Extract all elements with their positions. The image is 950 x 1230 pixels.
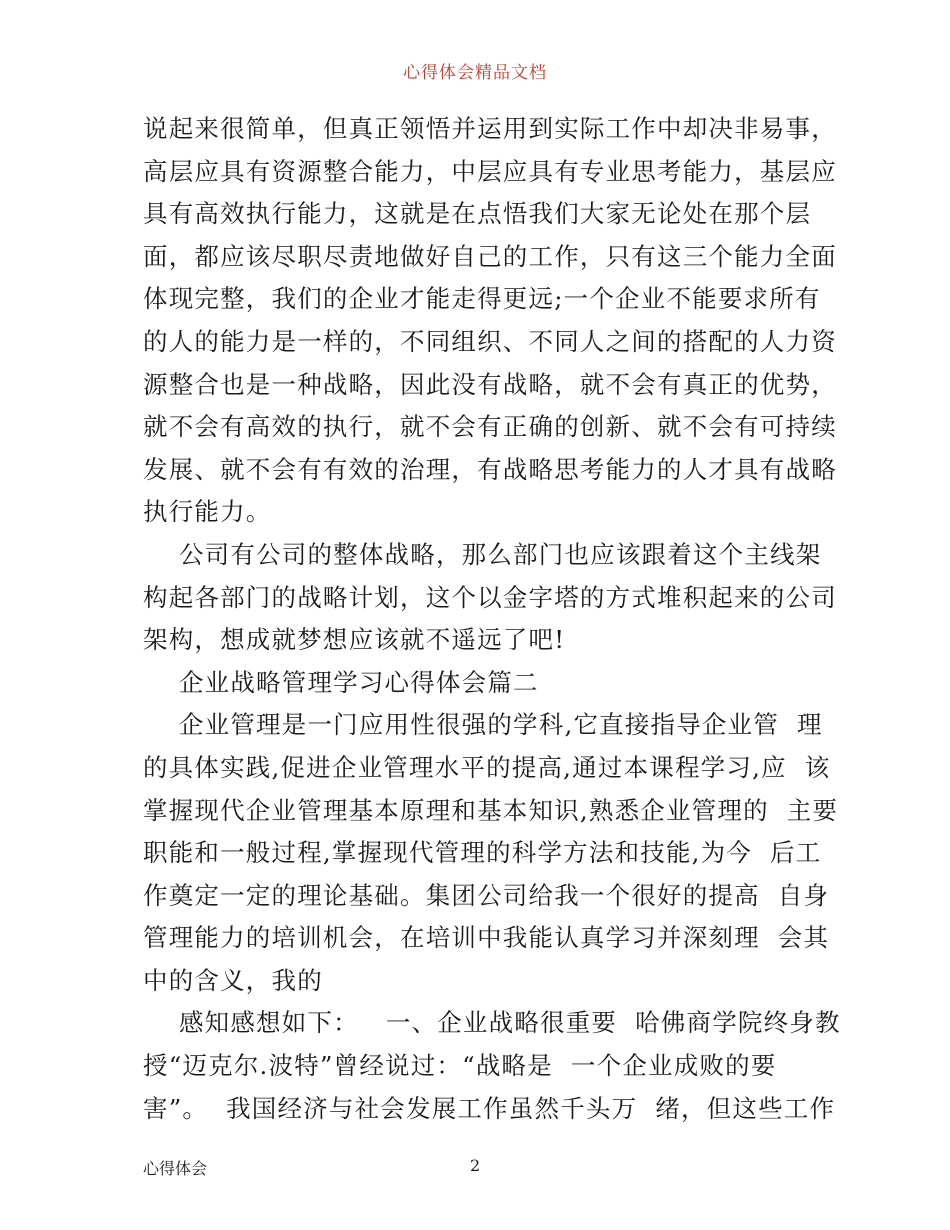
- text-line: 构起各部门的战略计划，这个以金字塔的方式堆积起来的公司: [143, 582, 837, 612]
- text-line: 企业管理是一门应用性很强的学科,它直接指导企业管 理: [143, 710, 823, 740]
- text-line: 源整合也是一种战略，因此没有战略，就不会有真正的优势，: [143, 369, 837, 399]
- text-line: 执行能力。: [143, 497, 272, 527]
- text-line: 授“迈克尔.波特”曾经说过：“战略是 一个企业成败的要: [143, 1051, 777, 1081]
- text-line: 的具体实践,促进企业管理水平的提高,通过本课程学习,应 该: [143, 752, 831, 782]
- text-line: 的人的能力是一样的，不同组织、不同人之间的搭配的人力资: [143, 326, 837, 356]
- text-line: 架构，想成就梦想应该就不遥远了吧!: [143, 625, 566, 655]
- text-line: 体现完整，我们的企业才能走得更远;一个企业不能要求所有: [143, 284, 821, 314]
- text-line: 公司有公司的整体战略，那么部门也应该跟着这个主线架: [143, 539, 822, 569]
- text-line: 管理能力的培训机会，在培训中我能认真学习并深刻理 会其: [143, 923, 830, 953]
- text-line: 中的含义，我的: [143, 965, 323, 995]
- text-line: 高层应具有资源整合能力，中层应具有专业思考能力，基层应: [143, 156, 837, 186]
- text-line: 害”。 我国经济与社会发展工作虽然千头万 绪，但这些工作: [143, 1093, 836, 1123]
- text-line: 具有高效执行能力，这就是在点悟我们大家无论处在那个层: [143, 199, 812, 229]
- text-line: 掌握现代企业管理基本原理和基本知识,熟悉企业管理的 主要: [143, 795, 839, 825]
- page-header-title: 心得体会精品文档: [403, 63, 547, 83]
- text-line: 作奠定一定的理论基础。集团公司给我一个很好的提高 自身: [143, 880, 830, 910]
- section-heading: 企业战略管理学习心得体会篇二: [143, 667, 539, 697]
- text-line: 职能和一般过程,掌握现代管理的科学方法和技能,为今 后工: [143, 838, 822, 868]
- document-body: [143, 108, 841, 1130]
- text-line: 发展、就不会有有效的治理，有战略思考能力的人才具有战略: [143, 454, 837, 484]
- text-line: 感知感想如下： 一、企业战略很重要 哈佛商学院终身教: [143, 1008, 841, 1038]
- text-line: 说起来很简单，但真正领悟并运用到实际工作中却决非易事，: [143, 114, 837, 143]
- footer-label: 心得体会: [143, 1159, 208, 1178]
- text-line: 面，都应该尽职尽责地做好自己的工作，只有这三个能力全面: [143, 241, 837, 271]
- text-line: 就不会有高效的执行，就不会有正确的创新、就不会有可持续: [143, 412, 837, 442]
- page-number: 2: [470, 1156, 481, 1175]
